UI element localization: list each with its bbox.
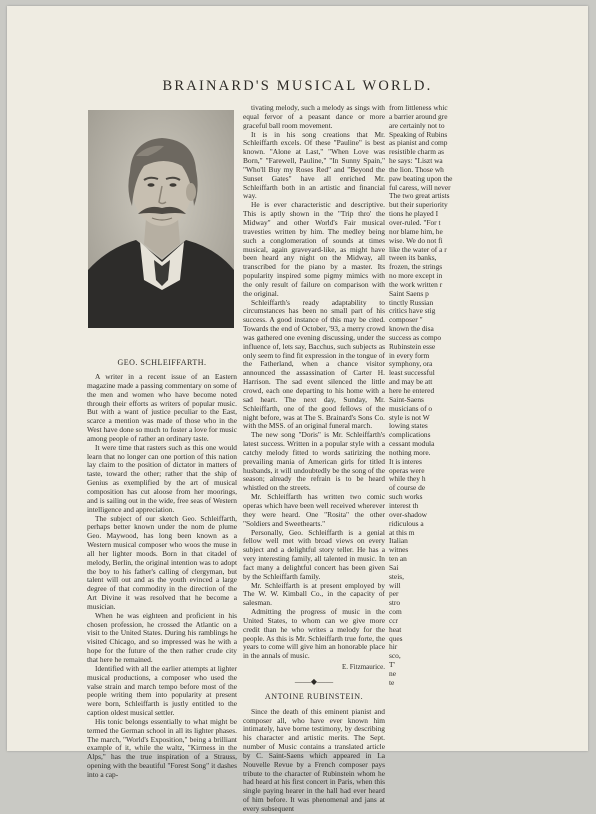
column-line: symphony, ora (389, 359, 433, 369)
column-line: such works (389, 492, 423, 502)
column-line: will (389, 580, 401, 590)
portrait-engraving (88, 110, 234, 328)
column-line: ne (389, 669, 396, 678)
paragraph: Mr. Schleiffarth is at present employed by The W. W. Kimball Co., in the capacity of salesman. (243, 580, 385, 608)
column-line: a barrier around gre (389, 111, 448, 121)
column-line: ques (389, 633, 403, 643)
column-line: Speaking of Rubins (389, 129, 448, 139)
masthead-title: BRAINARD'S MUSICAL WORLD. (162, 78, 433, 94)
author-signature: E. Fitzmaurice. (342, 663, 385, 672)
column-line: of course de (389, 483, 426, 493)
column-line: steis, (389, 571, 404, 581)
column-line: the work written r (389, 279, 443, 289)
column-line: te (389, 677, 395, 687)
section-divider: ——◆—— (294, 677, 334, 686)
paragraph: tivating melody, such a melody as sings with equal fervor of a peasant dance or more graceful ball room movement. (243, 103, 385, 130)
column-line: tween its banks, (389, 253, 437, 263)
column-line: heat (389, 624, 402, 634)
column-line: per (389, 589, 399, 599)
column-line: complications (389, 430, 431, 440)
column-line: nothing more. (389, 447, 431, 457)
column-line: but their superiority (389, 200, 448, 210)
column-line: as pianist and comp (389, 138, 448, 148)
column-line: ful caress, will never (389, 182, 451, 192)
paragraph: His tonic belongs essentially to what might be termed the German school in all its lighter phases. The march, "World's Exposition," being a brilliant example of it, while the waltz, "Kirmess in the Alps," has the true inspiration of a Strauss, opening with the beautiful "Forest Song" it dashes into a cap- (87, 716, 237, 779)
paragraph: It were time that rasters such as this one would learn that no longer can one portion of this nation lay claim to the position of dictator in matters of taste, toward the other; rather that the ship of Genius as exemplified by the art of musical composition has cut aloose from her moorings, and is sailing out in the wide, free seas of Western intelligence and appreciation. (87, 442, 237, 514)
column-line: com (389, 607, 402, 617)
column-line: nor blame him, he (389, 226, 443, 236)
paragraph: Admitting the progress of music in the United States, to whom can we give more credit than he who writes a melody for the people. As this is Mr. Schleiffarth true forte, the years to come will give him an honorable place in the annals of music. (243, 607, 385, 661)
column-line: and may be att (389, 377, 433, 387)
column-line: tinctly Russian (389, 297, 434, 307)
column-line: musicians of o (389, 403, 433, 413)
column-line: lowing states (389, 421, 428, 431)
column-line: T' (389, 660, 395, 670)
paragraph: Mr. Schleiffarth has written two comic operas which have been well received wherever they were heard. One "Rosita" the other "Soldiers and Sweethearts." (243, 492, 385, 528)
column-line: It is interes (389, 456, 422, 466)
column-line: at this m (389, 527, 415, 537)
column-line: Sai (389, 562, 399, 572)
article-column-2 (243, 103, 385, 813)
paragraph: Personally, Geo. Schleiffarth is a genial fellow well met with broad views on every subject and a delightful story teller. He has a very interesting family, all talented in music. In fact many a delightful concert has been given by the Schleiffarth family. (243, 527, 385, 581)
column-line: he says: "Liszt wa (389, 156, 443, 166)
column-line: Italian (389, 536, 408, 546)
article-column-1 (87, 372, 237, 779)
column-line: ten an (389, 554, 407, 564)
column-line: while they h (389, 474, 426, 484)
column-line: frozen, the strings (389, 262, 443, 272)
paragraph: It is in his song creations that Mr. Schleiffarth excels. Of these "Pauline" is best known. "Alone at Last," "When Love was Born," "Farewell, Pauline," "In Sunny Spain," "Who'll Buy my Roses Red" and "Beyond the Sunset Gates" have all enriched Mr. Schleiffarth both in an artistic and financial way. (243, 129, 385, 201)
paragraph: A writer in a recent issue of an Eastern magazine made a passing commentary on some of the men and women who have become noted through their efforts as writers of popular music. But with a want of justice peculiar to the East, scarce a mention was made of those who in the West have done so much to foster a love for music among people of rather an ordinary taste. (87, 372, 237, 443)
paragraph: He is ever characteristic and descriptive. This is aptly shown in the "Trip thro' the Midway" and other World's Fair musical travesties written by him. The medley being such a conglomeration of sounds at times musical, again graveyard-like, as might have been heard any night on the Midway, all transcribed for the piano by a master. Its popularity inspired some pigmy mimics with the only result of failure on comparison with the original. (243, 200, 385, 298)
column-line: cessant modula (389, 439, 435, 449)
column-line: wise. We do not fi (389, 235, 443, 245)
paragraph: Since the death of this eminent pianist and composer all, who have ever known him intimately, have borne testimony, by describing his character and artistic merits. The Sept. number of Music contains a translated article by C. Saint-Saens which appeared in La Nouvelle Revue by a French composer pays tribute to the character of Rubinstein whom he had heard at his first concert in Paris, when this single paying hearer in the hall had ever heard of him before. It was phenomenal and jans at every subsequent (243, 706, 385, 813)
column-line: stro (389, 598, 401, 608)
column-line: critics have stig (389, 306, 436, 316)
column-line: style is not W (389, 412, 430, 422)
column-line: over-ruled. "For t (389, 217, 441, 227)
column-line: paw beating upon the (389, 173, 453, 183)
column-line: Saint Saens p (389, 288, 429, 298)
portrait-illustration (88, 110, 234, 328)
column-line: Saint-Saens (389, 394, 424, 404)
column-line: ccr (389, 615, 399, 625)
column-line: like the water of a r (389, 244, 447, 254)
paragraph: When he was eighteen and proficient in his chosen profession, he crossed the Atlantic on a visit to the United States. During his ramblings he visited Chicago, and so impressed was he with a hope for the future of the then rather crude city that here he remained. (87, 610, 237, 664)
column-line: witnes (389, 545, 409, 555)
paragraph: Identified with all the earlier attempts at lighter musical productions, a composer who used the valse strain and march tempo before most of the people writing them into popularity at present were born, Schleiffarth is justly entitled to the caption oldest musical settler. (87, 663, 237, 718)
column-line: operas were (389, 465, 425, 475)
column-line: over-shadow (389, 509, 428, 519)
column-line: no more except in (389, 271, 443, 281)
column-line: are certainly not to (389, 120, 445, 130)
portrait-caption: GEO. SCHLEIFFARTH. (117, 358, 207, 367)
column-line: Rubinstein esse (389, 341, 436, 351)
column-line: resistible charm as (389, 147, 445, 157)
column-line: the lion. Those wh (389, 164, 444, 174)
column-line: known the disa (389, 324, 434, 334)
column-line: interest th (389, 500, 419, 510)
column-line: hir (389, 642, 398, 652)
paragraph: Schleiffarth's ready adaptability to circumstances has been no small part of his success. A good instance of this may be cited. Towards the end of October, '93, a merry crowd was gathered one evening discussing, under the influence of, lets say, Bacchus, such subjects as only seem to find fit expression in the tongue of the Fatherland, when a chance visitor announced the assassination of Carter H. Harrison. The sad event silenced the little crowd, each one departing to his home with a sad heart. The next day, Sunday, Mr. Schleiffarth, one of the good fellows of the night before, was at The S. Brainard's Sons Co. with the MSS. of an original funeral march. (243, 297, 385, 431)
newspaper-page (7, 6, 588, 813)
column-line: here he entered (389, 386, 435, 395)
column-line: ridiculous a (389, 518, 424, 528)
column-line: least successful (389, 368, 435, 378)
column-line: tions he played I (389, 209, 439, 219)
paragraph: The subject of our sketch Geo. Schleiffarth, perhaps better known under the nom de plume Geo. Maywood, has long been known as a Western musical composer who woos the muse in all her lighter moods. Born in that citadel of melody, Berlin, the original intention was to adopt the boy to his father's calling of clergyman, but talent will out and as the youth evinced a large degree of that commodity in the direction of the Art Divine it was resolved that he become a musician. (87, 513, 237, 611)
column-line: success as compo (389, 332, 442, 342)
column-line: composer " (389, 315, 423, 325)
column-line: in every form (389, 350, 430, 360)
article-column-3-cropped (389, 103, 469, 687)
column-line: The two great artists (389, 191, 450, 201)
article-heading: ANTOINE RUBINSTEIN. (264, 691, 364, 701)
column-line: from littleness whic (389, 103, 448, 112)
paragraph: The new song "Doris" is Mr. Schleiffarth's latest success. Written in a popular style with a catchy melody fitted to words satirizing the prevailing mania of American girls for titled husbands, it will undoubtedly be the song of the season; already the refrain is to be heard whistled on the streets. (243, 430, 385, 493)
column-line: sco, (389, 651, 401, 661)
